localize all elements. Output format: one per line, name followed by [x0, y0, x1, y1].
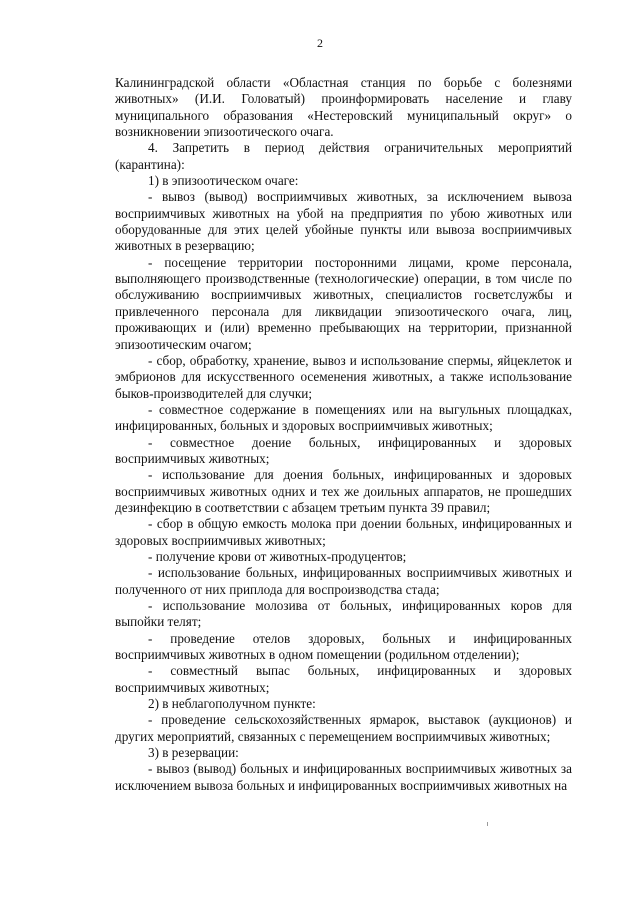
paragraph: - сбор в общую емкость молока при доении больных, инфицированных и здоровых восприимчивых животных;	[115, 516, 572, 548]
paragraph: - сбор, обработку, хранение, вывоз и использование спермы, яйцеклеток и эмбрионов для искусственного осеменения животных, а также использование быков-производителей для случки;	[115, 352, 572, 401]
paragraph: 1) в эпизоотическом очаге:	[148, 173, 299, 189]
paragraph: - использование молозива от больных, инфицированных коров для выпойки телят;	[115, 598, 572, 630]
paragraph: 4. Запретить в период действия ограничительных мероприятий (карантина):	[115, 140, 572, 172]
paragraph: - вывоз (вывод) больных и инфицированных восприимчивых животных за исключением вывоза больных и инфицированных восприимчивых животных на	[115, 761, 572, 793]
paragraph: - вывоз (вывод) восприимчивых животных, за исключением вывоза восприимчивых животных на убой на предприятия по убою животных или оборудованные для этих целей убойные пункты или вывоза восприимчивых животных в резервацию;	[115, 189, 572, 254]
paragraph: - совместное содержание в помещениях или на выгульных площадках, инфицированных, больных и здоровых восприимчивых животных;	[115, 401, 572, 434]
paragraph: - совместное доение больных, инфицированных и здоровых восприимчивых животных;	[115, 434, 572, 466]
page-number: 2	[317, 36, 323, 50]
paragraph: 3) в резервации:	[148, 745, 239, 761]
paragraph: - получение крови от животных-продуцентов;	[148, 548, 407, 564]
paragraph: - проведение сельскохозяйственных ярмарок, выставок (аукционов) и других мероприятий, связанных с перемещением восприимчивых животных;	[115, 712, 572, 744]
paragraph: - использование для доения больных, инфицированных и здоровых восприимчивых животных одних и тех же доильных аппаратов, не прошедших дезинфекцию в соответствии с абзацем третьим пункта 39 правил;	[115, 467, 572, 515]
paragraph: Калининградской области «Областная станция по борьбе с болезнями животных» (И.И. Головатый) проинформировать население и главу муниципального образования «Нестеровский муниципальный округ» о возникновении эпизоотического очага.	[115, 75, 572, 140]
scan-mark	[487, 822, 488, 826]
paragraph: - проведение отелов здоровых, больных и инфицированных восприимчивых животных в одном помещении (родильном отделении);	[115, 630, 572, 663]
document-body	[115, 75, 572, 794]
paragraph: 2) в неблагополучном пункте:	[148, 696, 316, 712]
paragraph: - совместный выпас больных, инфицированных и здоровых восприимчивых животных;	[115, 663, 572, 695]
paragraph: - посещение территории посторонними лицами, кроме персонала, выполняющего производственные (технологические) операции, в том числе по обслуживанию восприимчивых животных, специалистов госветслужбы и привлеченного персонала для ликвидации эпизоотического очага, лиц, проживающих и (или) временно пребывающих на территории, признанной эпизоотическим очагом;	[115, 254, 572, 352]
paragraph: - использование больных, инфицированных восприимчивых животных и полученного от них приплода для воспроизводства стада;	[115, 565, 572, 597]
